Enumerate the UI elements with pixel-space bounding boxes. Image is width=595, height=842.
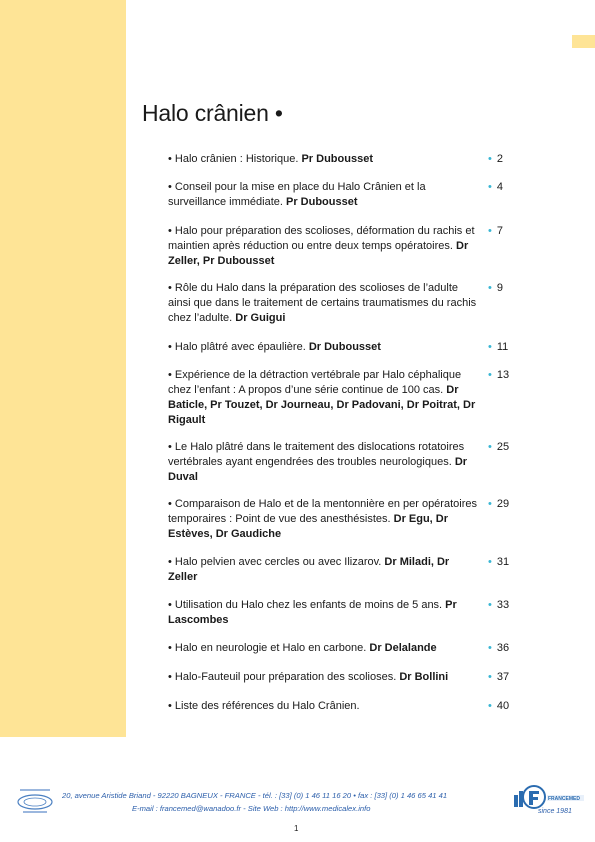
toc-entry-page: • 29	[488, 498, 510, 510]
toc-entry-authors: Dr Guigui	[235, 312, 286, 324]
toc-entry-page: • 9	[488, 282, 503, 294]
page-bullet: •	[488, 369, 492, 381]
page-bullet: •	[488, 642, 492, 654]
toc-entry-authors: Pr Dubousset	[286, 196, 358, 208]
toc-entry-text: • Expérience de la détraction vertébrale par Halo céphalique chez l’enfant : A propos d’une série continue de 100 cas. Dr Baticle, Pr Touzet, Dr Journeau, Dr Padovani, Dr Poitrat, Dr Rigault	[168, 369, 476, 426]
toc-entry-authors: Pr Lascombes	[168, 599, 457, 626]
page-bullet: •	[488, 700, 492, 712]
toc-entry-authors: Dr Duval	[168, 456, 468, 483]
toc-entry-page: • 36	[488, 642, 510, 654]
toc-entry-page: • 13	[488, 369, 510, 381]
toc-entry-page: • 11	[488, 341, 509, 353]
page-bullet: •	[488, 671, 492, 683]
toc-entry-page: • 25	[488, 441, 510, 453]
toc-entry-text: • Halo pelvien avec cercles ou avec Ilizarov. Dr Miladi, Dr Zeller	[168, 556, 450, 583]
page-bullet: •	[488, 599, 492, 611]
page-bullet: •	[488, 498, 492, 510]
toc-entry-authors: Dr Baticle, Pr Touzet, Dr Journeau, Dr Padovani, Dr Poitrat, Dr Rigault	[168, 384, 476, 426]
toc-entry-text: • Utilisation du Halo chez les enfants de moins de 5 ans. Pr Lascombes	[168, 599, 457, 626]
page-bullet: •	[488, 225, 492, 237]
toc-entry-page: • 33	[488, 599, 510, 611]
footer-address: 20, avenue Aristide Briand - 92220 BAGNEUX - FRANCE - tél. : [33] (0) 1 46 11 16 20 • fax : [33] (0) 1 46 65 41 41	[62, 791, 448, 800]
toc-entry-authors: Dr Dubousset	[308, 341, 381, 353]
svg-text:FRANCEMED: FRANCEMED	[548, 796, 580, 802]
toc-entry-text: • Halo plâtré avec épaulière. Dr Dubousset	[168, 341, 381, 353]
toc-entry-authors: Dr Egu, Dr Estèves, Dr Gaudiche	[168, 513, 449, 540]
left-logo-icon	[15, 786, 55, 816]
toc-entry-text: • Conseil pour la mise en place du Halo Crânien et la surveillance immédiate. Pr Dubousset	[168, 181, 426, 208]
toc-entry-text: • Halo pour préparation des scolioses, déformation du rachis et maintien après réduction ou entre deux temps opératoires. Dr Zeller, Pr Dubousset	[168, 225, 475, 267]
toc-entry-authors: Dr Miladi, Dr Zeller	[168, 556, 450, 583]
page-bullet: •	[488, 441, 492, 453]
toc-entry-authors: Dr Bollini	[399, 671, 449, 683]
toc-entry-text: • Comparaison de Halo et de la mentonnière en per opératoires temporaires : Point de vue des anesthésistes. Dr Egu, Dr Estèves, Dr Gaudiche	[168, 498, 477, 540]
toc-entry-page: • 37	[488, 671, 510, 683]
toc-entry-authors: Dr Delalande	[369, 642, 437, 654]
page-title: Halo crânien •	[142, 100, 283, 126]
toc-entry-text: • Halo-Fauteuil pour préparation des scolioses. Dr Bollini	[168, 671, 449, 683]
toc-entry-page: • 4	[488, 181, 503, 193]
toc-entry-text: • Rôle du Halo dans la préparation des scolioses de l’adulte ainsi que dans le traitement de certains traumatismes du rachis chez l’adulte. Dr Guigui	[168, 282, 477, 324]
toc-entry-authors: Dr Zeller, Pr Dubousset	[168, 240, 469, 267]
page-bullet: •	[488, 556, 492, 568]
footer-contact: E-mail : francemed@wanadoo.fr - Site Web : http://www.medicalex.info	[132, 804, 371, 813]
page-number: 1	[294, 824, 299, 833]
toc-entry-page: • 2	[488, 153, 503, 165]
yellow-sidebar	[0, 0, 126, 737]
page-bullet: •	[488, 282, 492, 294]
toc-entry-text: • Liste des références du Halo Crânien.	[168, 700, 360, 712]
since-label: since 1981	[538, 808, 572, 815]
toc-entry-text: • Halo crânien : Historique. Pr Dubousset	[168, 153, 373, 165]
corner-tab	[572, 35, 595, 48]
toc-entry-authors: Pr Dubousset	[301, 153, 373, 165]
toc-entry-page: • 31	[488, 556, 510, 568]
toc-entry-text: • Halo en neurologie et Halo en carbone. Dr Delalande	[168, 642, 437, 654]
toc-entry-text: • Le Halo plâtré dans le traitement des dislocations rotatoires vertébrales ayant engendrées des troubles neurologiques. Dr Duval	[168, 441, 468, 483]
page-bullet: •	[488, 181, 492, 193]
toc-entry-page: • 40	[488, 700, 510, 712]
page-bullet: •	[488, 341, 492, 353]
toc-entry-page: • 7	[488, 225, 503, 237]
page-bullet: •	[488, 153, 492, 165]
